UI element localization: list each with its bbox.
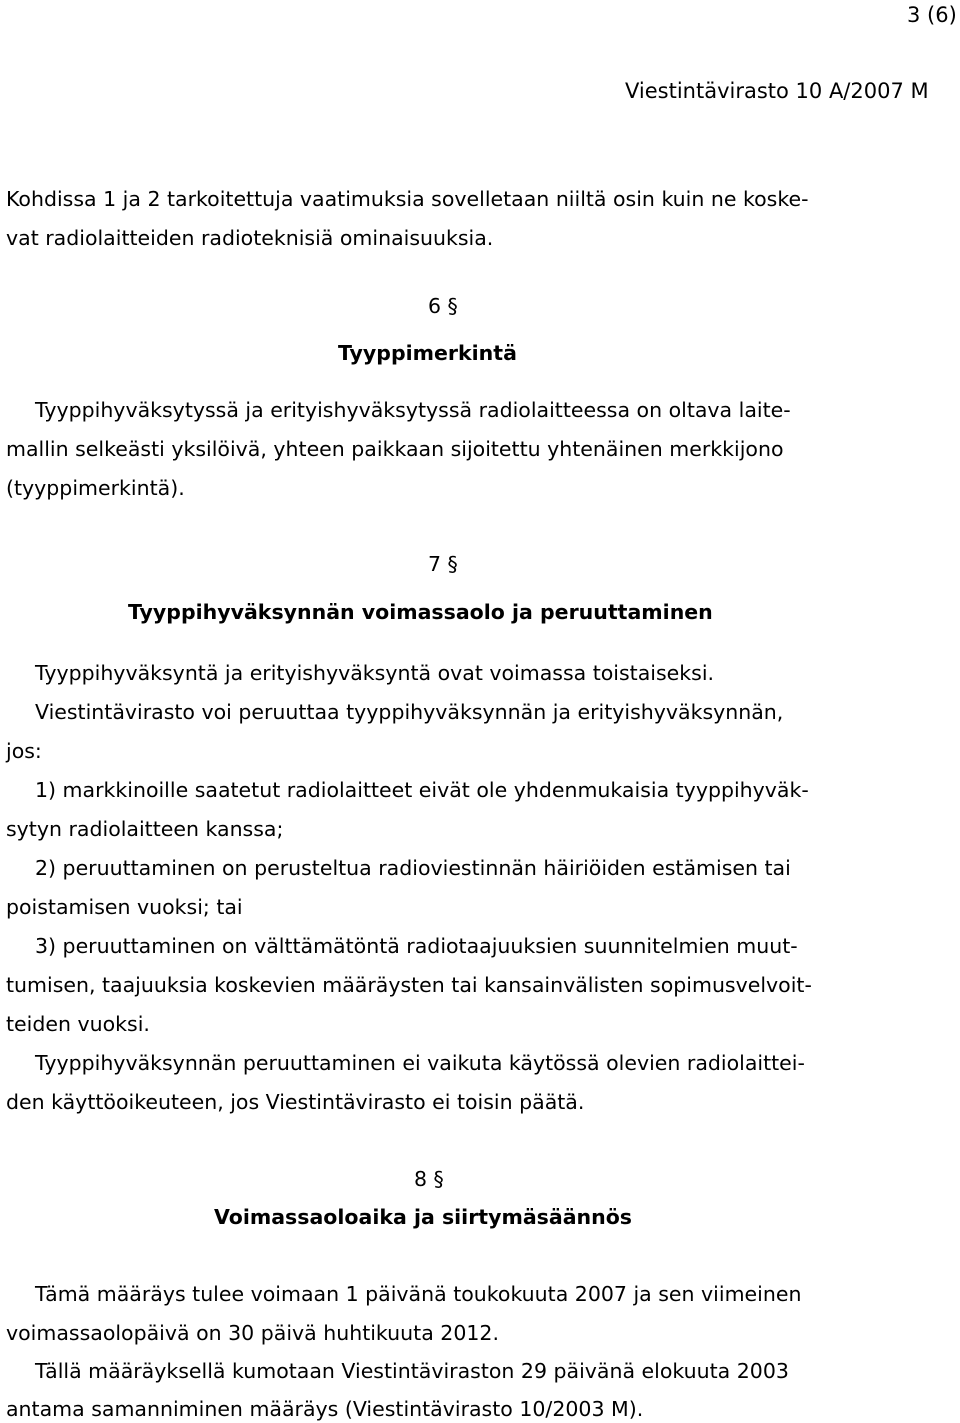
section-7-validity: Tyyppihyväksyntä ja erityishyväksyntä ovat voimassa toistaiseksi. [35,661,715,685]
list-item-3-line-2: tumisen, taajuuksia koskevien määräysten tai kansainvälisten sopimusvelvoit- [6,973,812,997]
section-7-title: Tyyppihyväksynnän voimassaolo ja peruuttaminen [128,600,713,624]
section-7-effect-line-1: Tyyppihyväksynnän peruuttaminen ei vaikuta käytössä olevien radiolaittei- [35,1051,805,1075]
intro-line-1: Kohdissa 1 ja 2 tarkoitettuja vaatimuksia sovelletaan niiltä osin kuin ne koske- [6,187,809,211]
page-number: 3 (6) [907,3,957,27]
section-8-repeal-line-2: antama samanniminen määräys (Viestintävirasto 10/2003 M). [6,1397,644,1421]
intro-line-2: vat radiolaitteiden radioteknisiä ominaisuuksia. [6,226,494,250]
section-8-repeal-line-1: Tällä määräyksellä kumotaan Viestintäviraston 29 päivänä elokuuta 2003 [35,1359,789,1383]
list-item-3-line-1: 3) peruuttaminen on välttämätöntä radiotaajuuksien suunnitelmien muut- [35,934,798,958]
section-7-number: 7 § [428,552,458,576]
section-7-effect-line-2: den käyttöoikeuteen, jos Viestintävirasto ei toisin päätä. [6,1090,585,1114]
section-8-entry-line-2: voimassaolopäivä on 30 päivä huhtikuuta 2012. [6,1321,499,1345]
document-reference: Viestintävirasto 10 A/2007 M [625,79,929,103]
list-item-2-line-2: poistamisen vuoksi; tai [6,895,243,919]
list-item-1-line-1: 1) markkinoille saatetut radiolaitteet eivät ole yhdenmukaisia tyyppihyväk- [35,778,809,802]
list-item-1-line-2: sytyn radiolaitteen kanssa; [6,817,284,841]
section-7-revocation-intro-line-2: jos: [6,739,42,763]
list-item-3-line-3: teiden vuoksi. [6,1012,150,1036]
list-item-2-line-1: 2) peruuttaminen on perusteltua radioviestinnän häiriöiden estämisen tai [35,856,791,880]
section-7-revocation-intro-line-1: Viestintävirasto voi peruuttaa tyyppihyväksynnän ja erityishyväksynnän, [35,700,784,724]
section-6-paragraph-line-1: Tyyppihyväksytyssä ja erityishyväksytyssä radiolaitteessa on oltava laite- [35,398,791,422]
section-6-number: 6 § [428,294,458,318]
section-8-number: 8 § [414,1167,444,1191]
section-8-entry-line-1: Tämä määräys tulee voimaan 1 päivänä toukokuuta 2007 ja sen viimeinen [35,1282,802,1306]
section-6-paragraph-line-3: (tyyppimerkintä). [6,476,185,500]
section-6-title: Tyyppimerkintä [338,341,517,365]
section-8-title: Voimassaoloaika ja siirtymäsäännös [214,1205,633,1229]
section-6-paragraph-line-2: mallin selkeästi yksilöivä, yhteen paikkaan sijoitettu yhtenäinen merkkijono [6,437,784,461]
